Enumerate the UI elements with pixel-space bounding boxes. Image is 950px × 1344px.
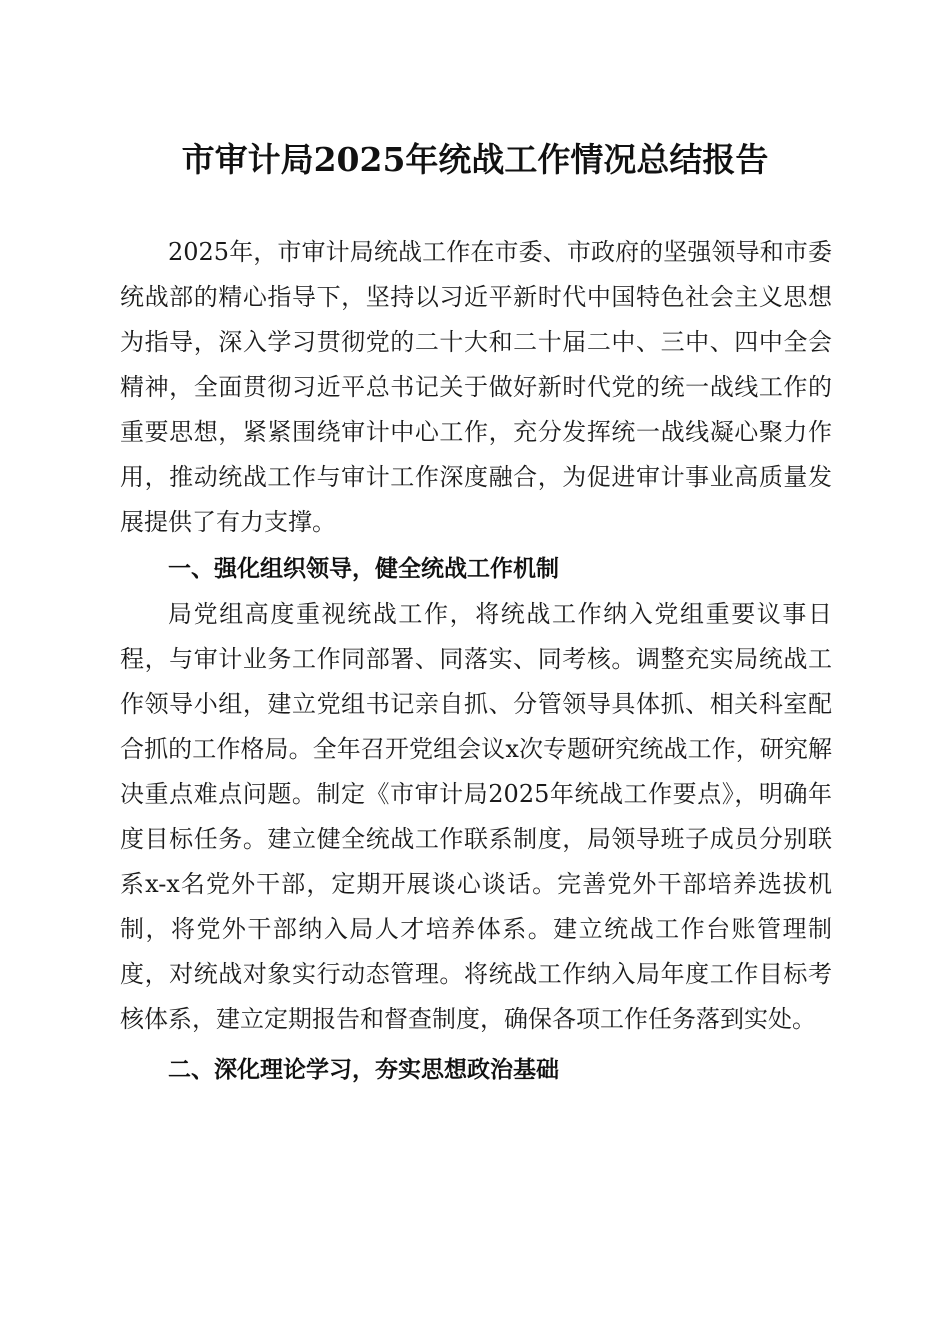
section-1-paragraph: 局党组高度重视统战工作，将统战工作纳入党组重要议事日程，与审计业务工作同部署、同落实、同考核。调整充实局统战工作领导小组，建立党组书记亲自抓、分管领导具体抓、相关科室配合抓的工作格局。全年召开党组会议x次专题研究统战工作，研究解决重点难点问题。制定《市审计局2025年统战工作要点》，明确年度目标任务。建立健全统战工作联系制度，局领导班子成员分别联系x-x名党外干部，定期开展谈心谈话。完善党外干部培养选拔机制，将党外干部纳入局人才培养体系。建立统战工作台账管理制度，对统战对象实行动态管理。将统战工作纳入局年度工作目标考核体系，建立定期报告和督查制度，确保各项工作任务落到实处。 [120, 600, 832, 1033]
document-body [120, 230, 832, 1093]
document-title: 市审计局2025年统战工作情况总结报告 [181, 140, 769, 179]
intro-paragraph: 2025年，市审计局统战工作在市委、市政府的坚强领导和市委统战部的精心指导下，坚持以习近平新时代中国特色社会主义思想为指导，深入学习贯彻党的二十大和二十届二中、三中、四中全会精神，全面贯彻习近平总书记关于做好新时代党的统一战线工作的重要思想，紧紧围绕审计中心工作，充分发挥统一战线凝心聚力作用，推动统战工作与审计工作深度融合，为促进审计事业高质量发展提供了有力支撑。 [120, 238, 832, 536]
section-1-heading: 一、强化组织领导，健全统战工作机制 [168, 556, 559, 582]
section-2-heading: 二、深化理论学习，夯实思想政治基础 [168, 1057, 559, 1083]
